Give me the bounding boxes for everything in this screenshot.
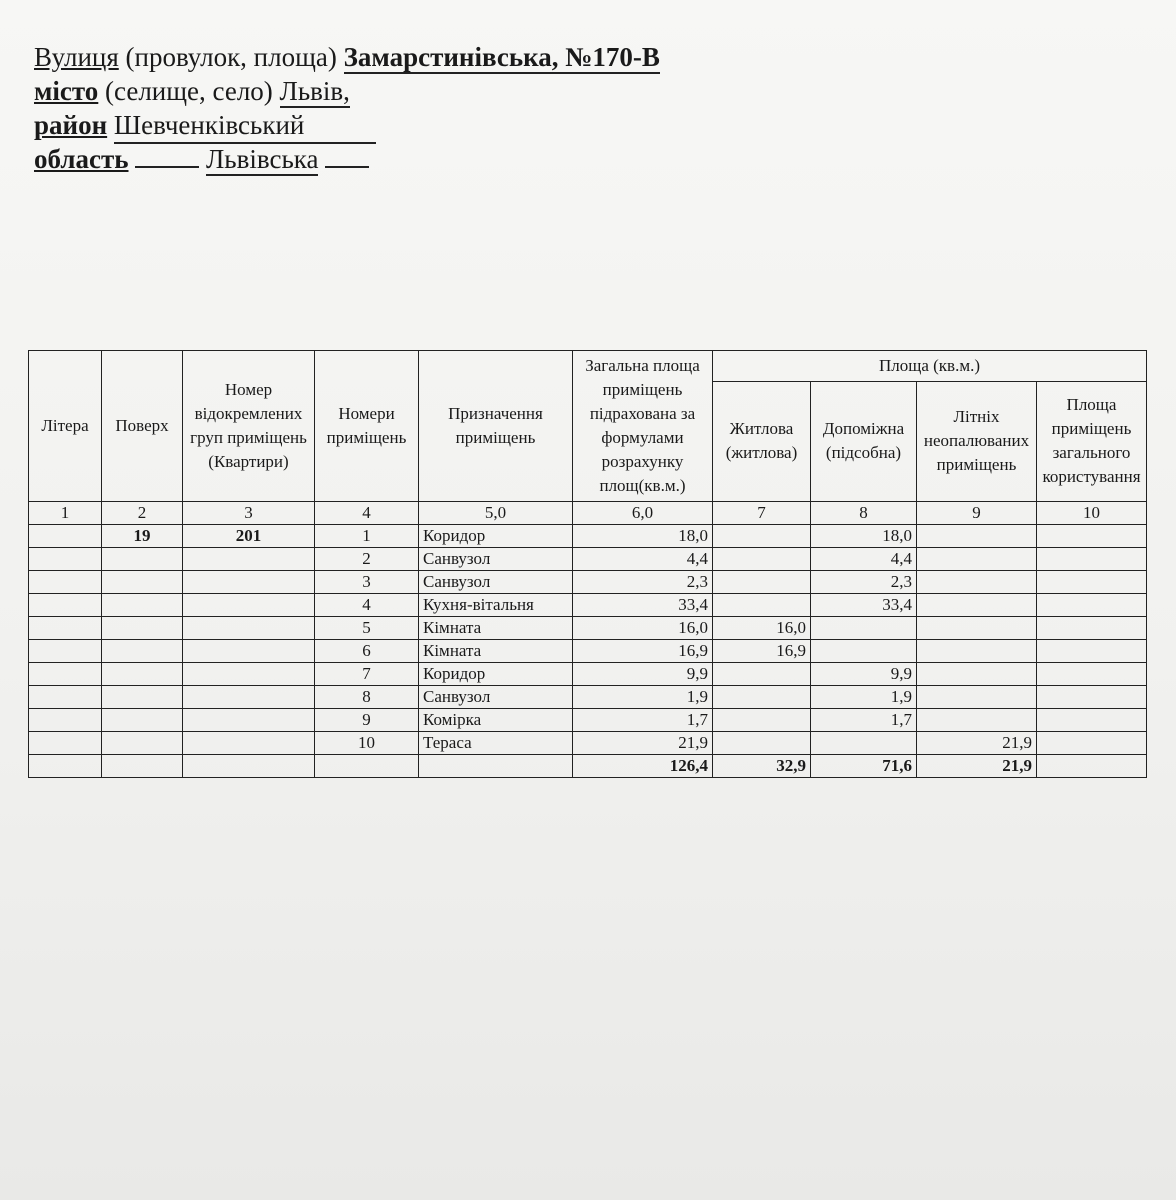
header-auxiliary: Допоміжна (підсобна)	[811, 381, 917, 501]
table-row	[29, 663, 1147, 686]
cell-litera	[29, 594, 102, 617]
premises-table	[28, 350, 1147, 778]
cell-floor	[102, 594, 183, 617]
cell-total: 4,4	[573, 548, 713, 571]
cell-total: 16,9	[573, 640, 713, 663]
city-line	[34, 74, 660, 108]
total-empty-cell	[102, 755, 183, 778]
cell-summer	[917, 548, 1037, 571]
colnum-4: 4	[315, 502, 419, 525]
cell-purpose: Санвузол	[419, 571, 573, 594]
cell-living	[713, 548, 811, 571]
cell-group	[183, 617, 315, 640]
cell-group	[183, 571, 315, 594]
cell-floor	[102, 686, 183, 709]
street-hint: (провулок, площа)	[125, 42, 337, 72]
colnum-6: 6,0	[573, 502, 713, 525]
cell-living	[713, 571, 811, 594]
cell-purpose: Комірка	[419, 709, 573, 732]
table-row	[29, 594, 1147, 617]
cell-aux: 18,0	[811, 525, 917, 548]
district-value: Шевченківський	[114, 108, 376, 144]
cell-aux: 4,4	[811, 548, 917, 571]
cell-floor: 19	[102, 525, 183, 548]
header-groups: Номер відокремлених груп приміщень (Квартири)	[183, 351, 315, 502]
colnum-3: 3	[183, 502, 315, 525]
totals-row	[29, 755, 1147, 778]
header-total: Загальна площа приміщень підрахована за формулами розрахунку площ(кв.м.)	[573, 351, 713, 502]
cell-common	[1037, 732, 1147, 755]
cell-total: 16,0	[573, 617, 713, 640]
cell-aux	[811, 732, 917, 755]
table-row	[29, 709, 1147, 732]
cell-group	[183, 548, 315, 571]
cell-common	[1037, 617, 1147, 640]
cell-common	[1037, 525, 1147, 548]
cell-living	[713, 709, 811, 732]
city-hint: (селище, село)	[105, 76, 273, 106]
cell-group	[183, 640, 315, 663]
header-living: Житлова (житлова)	[713, 381, 811, 501]
cell-purpose: Кімната	[419, 617, 573, 640]
colnum-10: 10	[1037, 502, 1147, 525]
cell-summer	[917, 663, 1037, 686]
cell-floor	[102, 732, 183, 755]
header-purpose: Призначення приміщень	[419, 351, 573, 502]
cell-summer	[917, 617, 1037, 640]
header-area-group: Площа (кв.м.)	[713, 351, 1147, 382]
cell-litera	[29, 525, 102, 548]
cell-aux: 33,4	[811, 594, 917, 617]
cell-summer	[917, 594, 1037, 617]
cell-aux: 1,9	[811, 686, 917, 709]
cell-litera	[29, 548, 102, 571]
cell-summer	[917, 571, 1037, 594]
street-line	[34, 40, 660, 74]
cell-purpose: Коридор	[419, 525, 573, 548]
cell-total: 18,0	[573, 525, 713, 548]
colnum-2: 2	[102, 502, 183, 525]
cell-common	[1037, 709, 1147, 732]
city-label: місто	[34, 76, 99, 106]
cell-litera	[29, 663, 102, 686]
cell-room: 8	[315, 686, 419, 709]
header-litera: Літера	[29, 351, 102, 502]
cell-group	[183, 732, 315, 755]
cell-room: 6	[315, 640, 419, 663]
cell-total: 9,9	[573, 663, 713, 686]
cell-total: 33,4	[573, 594, 713, 617]
region-fill-line	[135, 166, 199, 168]
cell-group	[183, 709, 315, 732]
total-common	[1037, 755, 1147, 778]
total-aux: 71,6	[811, 755, 917, 778]
total-empty-cell	[315, 755, 419, 778]
district-label: район	[34, 110, 108, 140]
cell-floor	[102, 548, 183, 571]
column-number-row	[29, 502, 1147, 525]
cell-living: 16,9	[713, 640, 811, 663]
table-row	[29, 617, 1147, 640]
cell-summer	[917, 686, 1037, 709]
cell-common	[1037, 686, 1147, 709]
cell-common	[1037, 548, 1147, 571]
total-empty-cell	[29, 755, 102, 778]
total-empty-cell	[183, 755, 315, 778]
colnum-5: 5,0	[419, 502, 573, 525]
region-line	[34, 142, 660, 176]
cell-total: 2,3	[573, 571, 713, 594]
header-poverkh: Поверх	[102, 351, 183, 502]
header-row-1	[29, 351, 1147, 382]
header-rooms: Номери приміщень	[315, 351, 419, 502]
cell-group: 201	[183, 525, 315, 548]
cell-summer	[917, 640, 1037, 663]
cell-floor	[102, 709, 183, 732]
cell-living	[713, 686, 811, 709]
cell-aux: 1,7	[811, 709, 917, 732]
region-value: Львівська	[206, 144, 319, 174]
cell-litera	[29, 571, 102, 594]
total-empty-cell	[419, 755, 573, 778]
table-row	[29, 640, 1147, 663]
cell-floor	[102, 640, 183, 663]
cell-litera	[29, 732, 102, 755]
table-row	[29, 571, 1147, 594]
cell-floor	[102, 571, 183, 594]
table-row	[29, 548, 1147, 571]
cell-total: 1,7	[573, 709, 713, 732]
cell-room: 7	[315, 663, 419, 686]
street-value: Замарстинівська, №170-В	[343, 42, 660, 72]
cell-aux	[811, 640, 917, 663]
region-fill-line-end	[325, 166, 369, 168]
cell-common	[1037, 640, 1147, 663]
cell-living	[713, 594, 811, 617]
address-block	[34, 40, 660, 176]
cell-room: 9	[315, 709, 419, 732]
cell-living: 16,0	[713, 617, 811, 640]
total-summer: 21,9	[917, 755, 1037, 778]
cell-group	[183, 594, 315, 617]
cell-group	[183, 686, 315, 709]
cell-summer	[917, 709, 1037, 732]
cell-room: 5	[315, 617, 419, 640]
city-value: Львів,	[279, 76, 350, 106]
cell-floor	[102, 663, 183, 686]
cell-litera	[29, 709, 102, 732]
cell-room: 1	[315, 525, 419, 548]
cell-aux: 2,3	[811, 571, 917, 594]
cell-purpose: Санвузол	[419, 548, 573, 571]
table-row	[29, 732, 1147, 755]
colnum-8: 8	[811, 502, 917, 525]
total-total: 126,4	[573, 755, 713, 778]
cell-summer	[917, 525, 1037, 548]
colnum-9: 9	[917, 502, 1037, 525]
cell-purpose: Коридор	[419, 663, 573, 686]
header-common: Площа приміщень загального користування	[1037, 381, 1147, 501]
cell-aux: 9,9	[811, 663, 917, 686]
cell-common	[1037, 571, 1147, 594]
cell-floor	[102, 617, 183, 640]
cell-purpose: Тераса	[419, 732, 573, 755]
cell-purpose: Кімната	[419, 640, 573, 663]
cell-room: 2	[315, 548, 419, 571]
colnum-1: 1	[29, 502, 102, 525]
cell-room: 10	[315, 732, 419, 755]
cell-litera	[29, 640, 102, 663]
district-line	[34, 108, 660, 142]
cell-purpose: Кухня-вітальня	[419, 594, 573, 617]
header-summer: Літніх неопалюваних приміщень	[917, 381, 1037, 501]
cell-aux	[811, 617, 917, 640]
cell-living	[713, 663, 811, 686]
cell-litera	[29, 686, 102, 709]
cell-room: 3	[315, 571, 419, 594]
cell-group	[183, 663, 315, 686]
total-living: 32,9	[713, 755, 811, 778]
cell-total: 1,9	[573, 686, 713, 709]
cell-purpose: Санвузол	[419, 686, 573, 709]
cell-room: 4	[315, 594, 419, 617]
colnum-7: 7	[713, 502, 811, 525]
cell-total: 21,9	[573, 732, 713, 755]
street-label: Вулиця	[34, 42, 119, 72]
table-row	[29, 525, 1147, 548]
table-row	[29, 686, 1147, 709]
cell-living	[713, 525, 811, 548]
cell-summer: 21,9	[917, 732, 1037, 755]
cell-living	[713, 732, 811, 755]
region-label: область	[34, 144, 129, 174]
cell-litera	[29, 617, 102, 640]
cell-common	[1037, 594, 1147, 617]
cell-common	[1037, 663, 1147, 686]
